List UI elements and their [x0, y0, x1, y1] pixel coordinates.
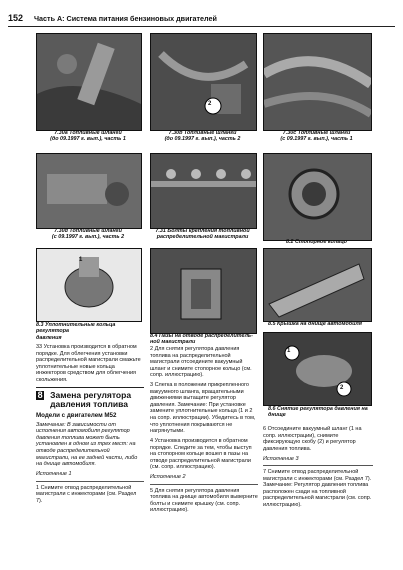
paragraph-1: 1 Снимите отвод распределительной магистрали с инжекторами (см. Раздел 7). [36, 484, 137, 504]
figure-8-4-photo [150, 248, 257, 334]
callout-label: 2 [208, 101, 212, 107]
variant-2-label: Исполнение 2 [150, 474, 186, 481]
section-title: Замена регулятора давления топлива [50, 390, 132, 410]
figure-8-4-caption: 8.4 Пазы на отводе распределитель- ной магистрали [150, 333, 253, 346]
figure-8-6-photo [263, 332, 372, 406]
figure-8-2-caption: 8.2 Стопорное кольцо [286, 239, 347, 245]
page-number: 152 [8, 13, 24, 23]
section-number: 8 [37, 390, 43, 401]
variant-divider [263, 465, 373, 466]
text-column-2 [150, 346, 258, 517]
figure-7-30a-caption: 7.30a Топливные шланги (до 09.1997 г. вып.), часть 1 [50, 130, 126, 143]
variant-divider [150, 484, 258, 485]
figure-7-30d-caption: 7.30d Топливные шланги (с 09.1997 г. вып.), часть 2 [51, 228, 125, 241]
figure-8-3-caption: 8.3 Уплотнительные кольца регулятора давления [36, 322, 116, 341]
callout-label: 2 [340, 385, 344, 391]
page-header [8, 14, 395, 27]
figure-7-30b-caption: 7.30b Топливные шланги (до 09.1997 г. вып.), часть 2 [164, 130, 241, 143]
figure-7-30d-photo [36, 153, 142, 229]
section-heading [36, 391, 144, 409]
paragraph-4: 4 Установка производится в обратном порядке. Следите за тем, чтобы выступ на стопорном кольце вошел в пазы на отводе распределительной магистрали (см. сопр. иллюстрацию). [150, 438, 252, 471]
models-heading: Модели с двигателем M52 [36, 412, 117, 420]
variant-1-label: Исполнение 1 [36, 471, 72, 478]
figure-8-5-caption: 8.5 Крышка на днище автомобиля [268, 321, 362, 327]
paragraph-33: 33 Установка производится в обратном порядке. Для облегчения установки распределительной магистрали смажьте уплотнительные новые кольца инжекторов средством для облегчения скольжения. [36, 344, 141, 383]
paragraph-5: 5 Для снятия регулятора давления топлива на днище автомобиля выверните болты и снимите крышку (см. сопр. иллюстрацию). [150, 487, 258, 514]
figure-8-3-photo [36, 248, 142, 322]
figure-7-30b-photo [150, 33, 257, 131]
text-column-1 [36, 344, 144, 508]
note-paragraph: Замечание: В зависимости от исполнения автомобиля регулятор давления топлива может быть установлен в одном из трех мест: на отводе распределительной магистрали, на ее задней части, либо на днище автомобиля. [36, 421, 138, 468]
paragraph-6: 6 Отсоедините вакуумный шланг (1 на сопр. иллюстрации), снимите фиксирующую скобу (2) и регулятор давления топлива. [263, 426, 362, 452]
figure-8-2-photo [263, 153, 372, 241]
variant-3-label: Исполнение 3 [263, 455, 299, 462]
figure-8-6-caption: 8.6 Снятие регулятора давления на днище [268, 406, 368, 419]
callout-label: 1 [79, 257, 83, 263]
paragraph-3: 3 Слегка в положении прикрепленного вакуумного шланга, вращательными движениями вытащите регулятор давления. Замечание: При установке замените уплотнительные кольца (1 и 2 на сопр. иллюстрации). Убедитесь в том, что уплотнения покрываются не нагрянутыми. [150, 382, 256, 435]
figure-8-5-photo [263, 248, 372, 322]
figure-7-30c-caption: 7.30c Топливные шланги (с 09.1997 г. вып.), часть 1 [280, 130, 353, 143]
text-column-3 [263, 426, 373, 512]
paragraph-2: 2 Для снятия регулятора давления топлива на распределительной магистрали отсоедините вакуумный шланг и снимите стопорное кольцо (см. сопр. иллюстрацию). [150, 346, 252, 379]
figure-7-31-caption: 7.31 Болты крепления топливной распределительной магистрали [155, 228, 250, 241]
divider [36, 387, 144, 389]
figure-7-31-photo [150, 153, 257, 229]
paragraph-7: 7 Снимите отвод распределительной магистрали с инжекторами (см. Раздел 7). Замечание: Регулятор давления топлива расположен сзади на топливной распределительной магистрали (см. сопр. иллюстрацию). [263, 469, 372, 508]
page-title: Часть А: Система питания бензиновых двигателей [34, 14, 217, 23]
variant-divider [36, 481, 144, 482]
callout-label: 1 [287, 348, 291, 354]
figure-7-30c-photo [263, 33, 372, 131]
figure-7-30a-photo [36, 33, 142, 131]
